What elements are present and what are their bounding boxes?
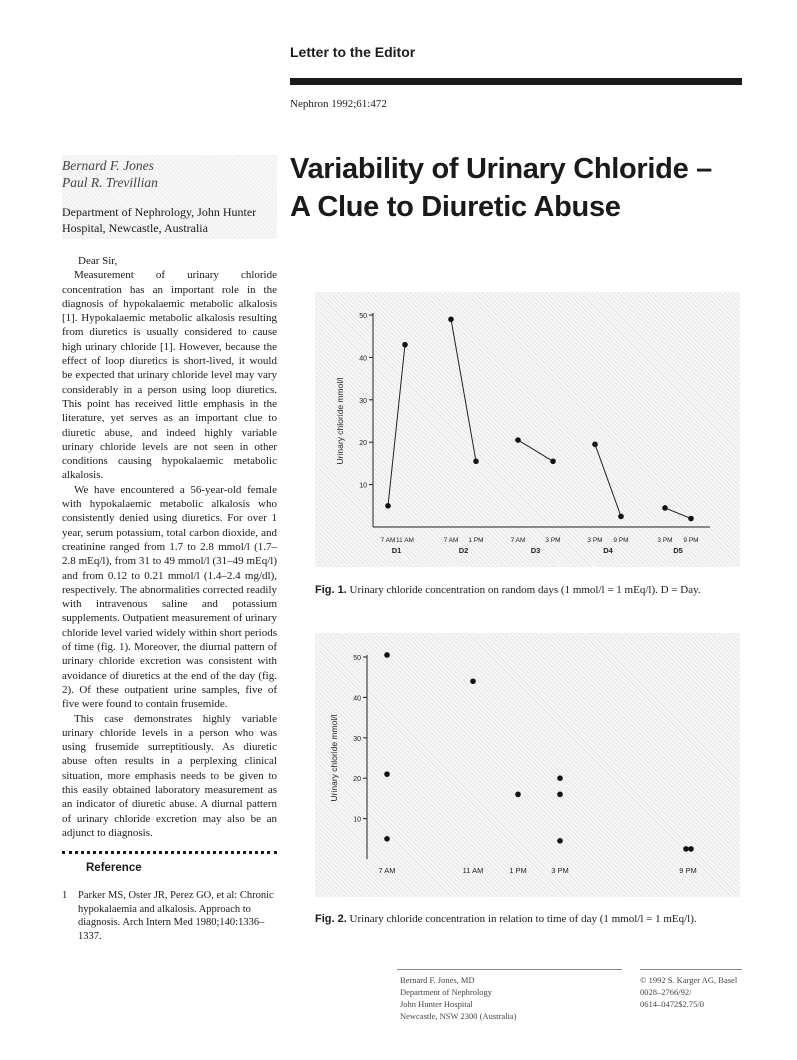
day-label: D4 [603,546,613,555]
x-tick-label: 11 AM [462,866,484,875]
copyright-line: 0028–2766/92/ [640,987,692,997]
data-point [557,792,563,798]
caption-text: Urinary chloride concentration on random days (1 mmol/l = 1 mEq/l). D = Day. [349,584,701,596]
x-tick-label: 7 AM [443,537,459,544]
x-tick-label: 9 PM [683,537,699,544]
address-line: Newcastle, NSW 2300 (Australia) [400,1011,517,1021]
copyright-line: 0614–0472$2.75/0 [640,999,704,1009]
y-tick-label: 30 [359,397,367,405]
data-point [384,652,390,658]
x-tick-label: 3 PM [551,866,569,875]
x-tick-label: 7 AM [378,866,396,875]
x-tick-label: 3 PM [657,537,673,544]
day-label: D3 [530,546,541,555]
address-line: John Hunter Hospital [400,999,473,1009]
day-label: D1 [391,546,402,555]
reference-text: Parker MS, Oster JR, Perez GO, et al: Chronic hypokalaemia and alkalosis. Approach to diagnosis. Arch Intern Med 1980;140:1336–1337. [78,890,274,942]
reference-heading: Reference [86,862,142,874]
copyright-line: © 1992 S. Karger AG, Basel [640,975,738,985]
data-point [557,838,563,844]
figure-2 [315,633,740,897]
y-tick-label: 30 [353,735,361,743]
series-line [451,319,476,461]
figure-label: Fig. 2. [315,913,347,925]
address-line: Department of Nephrology [400,987,493,997]
series-line [595,444,621,516]
salutation: Dear Sir, [78,255,118,267]
y-tick-label: 50 [359,313,367,320]
y-tick-label: 10 [353,816,361,824]
footer-rule [640,969,742,970]
x-tick-label: 7 AM [380,537,396,544]
author-name: Bernard F. Jones [62,158,154,173]
y-tick-label: 20 [359,440,367,448]
data-point [385,503,391,509]
data-point [688,846,694,852]
data-point [515,792,521,798]
series-line [388,345,405,506]
x-tick-label: 7 AM [510,537,526,544]
figure-1-caption [315,584,701,596]
x-tick-label: 1 PM [509,866,527,875]
affiliation: Department of Nephrology, John Hunter Hospital, Newcastle, Australia [62,205,257,235]
series-line [518,440,553,461]
data-point [683,846,689,852]
data-point [470,678,476,684]
y-tick-label: 40 [359,355,367,363]
journal-citation: Nephron 1992;61:472 [290,98,387,110]
data-point [384,836,390,842]
data-point [384,771,390,777]
day-label: D2 [458,546,469,555]
reference-number: 1 [62,890,68,901]
caption-text: Urinary chloride concentration in relation to time of day (1 mmol/l = 1 mEq/l). [349,913,697,925]
y-axis-label: Urinary chloride mmol/l [335,377,345,465]
figure-2-chart [315,633,740,897]
day-label: D5 [673,546,683,555]
y-axis-label: Urinary chloride mmol/l [329,714,339,802]
x-tick-label: 9 PM [613,537,629,544]
data-point [515,437,521,443]
data-point [688,516,694,522]
x-tick-label: 1 PM [468,537,484,544]
x-tick-label: 9 PM [679,866,697,875]
address-line: Bernard F. Jones, MD [400,975,475,985]
data-point [592,442,598,448]
figure-1-chart [315,292,740,567]
y-tick-label: 40 [353,695,361,703]
data-point [557,775,563,781]
copyright-block [640,974,737,1010]
letter-body [62,254,277,840]
data-point [473,458,479,464]
header-rule [290,78,742,85]
figure-1 [315,292,740,567]
data-point [402,342,408,348]
footer-rule [397,969,622,970]
series-line [665,508,691,519]
title-line: Variability of Urinary Chloride – [290,153,712,185]
data-point [550,458,556,464]
y-tick-label: 50 [353,655,361,662]
y-tick-label: 20 [353,776,361,784]
data-point [662,505,668,511]
x-tick-label: 3 PM [587,537,603,544]
x-tick-label: 3 PM [545,537,561,544]
paragraph: We have encountered a 56-year-old female with hypokalaemic metabolic alkalosis who consistently denied using diuretics. For over 1 year, serum potassium, total carbon dioxide, and creatinine ranged from 1.7 to 2.8 mmol/l (1.7–2.8 mEq/l), from 31 to 49 mmol/l (31–49 mEq/l) and from 0.12 to 0.21 mmol/l (1.4–2.4 mg/dl), respectively. The abnormalities corrected readily with intravenous saline and potassium supplements. Outpatient measurement of urinary chloride level varied widely within short periods of time (fig. 1). Moreover, the diurnal pattern of urinary chloride excretion was consistent with avoidance of diuretics at the end of the day (fig. 2). Of these outpatient urine samples, five of five were found to contain frusemide. [62,483,277,711]
reference-item [62,889,277,943]
y-tick-label: 10 [359,482,367,490]
title-line: A Clue to Diuretic Abuse [290,191,621,223]
reference-divider [62,851,277,858]
data-point [618,514,624,520]
correspondence-address [400,974,516,1022]
paragraph: This case demonstrates highly variable urinary chloride levels in a person who was using frusemide surreptitiously. As diuretic abuse often results in a perplexing clinical situation, more emphasis needs to be given to this easily obtained laboratory measurement as an indicator of diuretic abuse. A diurnal pattern of urinary chloride excretion may also be an adjunct to diagnosis. [62,712,277,839]
figure-label: Fig. 1. [315,584,347,596]
article-title [290,150,750,226]
data-point [448,316,454,322]
figure-2-caption [315,913,697,925]
section-label: Letter to the Editor [290,44,416,60]
x-tick-label: 11 AM [396,537,414,544]
paragraph: Measurement of urinary chloride concentration has an important role in the diagnosis of hypokalaemic metabolic alkalosis [1]. Hypokalaemic metabolic alkalosis resulting from diuretics is usually considered to cause high urinary chloride [1]. However, because the effect of loop diuretics is short-lived, it would be expected that urinary chloride level may vary considerably in a person using loop diuretics. This point has received little emphasis in the literature, yet serves as an important clue to diuretic abuse, and indeed highly variable urinary chloride levels are not seen in other conditions causing hypokalaemic metabolic alkalosis. [62,269,277,482]
author-name: Paul R. Trevillian [62,175,158,190]
